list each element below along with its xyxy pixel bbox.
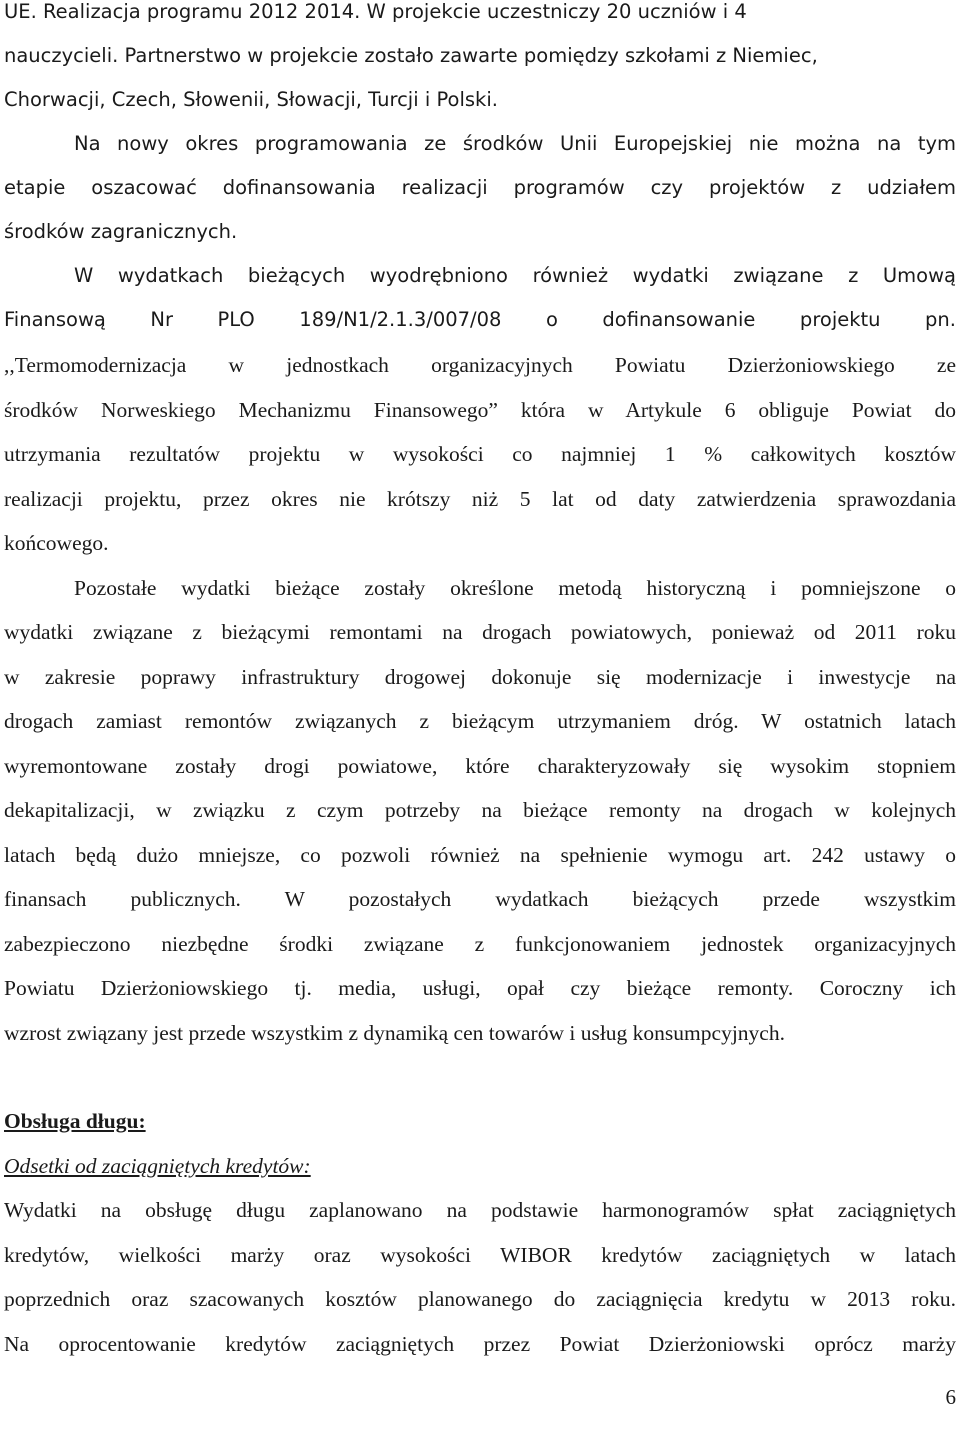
- paragraph-3-line-2: Finansową Nr PLO 189/N1/2.1.3/007/08 o dofinansowanie projektu pn.: [4, 308, 956, 331]
- paragraph-4-line-1: ,,Termomodernizacja w jednostkach organizacyjnych Powiatu Dzierżoniowskiego ze: [4, 353, 956, 377]
- paragraph-5-line-6: dekapitalizacji, w związku z czym potrzeby na bieżące remonty na drogach w kolejnych: [4, 798, 956, 822]
- paragraph-2-line-2: etapie oszacować dofinansowania realizacji programów czy projektów z udziałem: [4, 176, 956, 199]
- paragraph-2-line-3: środków zagranicznych.: [4, 220, 238, 243]
- paragraph-5-line-7: latach będą dużo mniejsze, co pozwoli również na spełnienie wymogu art. 242 ustawy o: [4, 843, 956, 867]
- paragraph-5-line-5: wyremontowane zostały drogi powiatowe, które charakteryzowały się wysokim stopniem: [4, 754, 956, 778]
- debt-paragraph-line-4: Na oprocentowanie kredytów zaciągniętych przez Powiat Dzierżoniowski oprócz marży: [4, 1332, 956, 1356]
- paragraph-5-line-3: w zakresie poprawy infrastruktury drogowej dokonuje się modernizacje i inwestycje na: [4, 665, 956, 689]
- paragraph-4-line-4: realizacji projektu, przez okres nie krótszy niż 5 lat od daty zatwierdzenia sprawozdania: [4, 487, 956, 511]
- subsection-heading: Odsetki od zaciągniętych kredytów:: [4, 1154, 311, 1178]
- paragraph-1-line-3: Chorwacji, Czech, Słowenii, Słowacji, Turcji i Polski.: [4, 88, 498, 111]
- page-number: 6: [945, 1385, 956, 1409]
- paragraph-5-line-11: wzrost związany jest przede wszystkim z dynamiką cen towarów i usług konsumpcyjnych.: [4, 1021, 785, 1045]
- paragraph-5-line-4: drogach zamiast remontów związanych z bieżącym utrzymaniem dróg. W ostatnich latach: [4, 709, 956, 733]
- paragraph-5-line-8: finansach publicznych. W pozostałych wydatkach bieżących przede wszystkim: [4, 887, 956, 911]
- paragraph-5-line-9: zabezpieczono niezbędne środki związane z funkcjonowaniem jednostek organizacyjnych: [4, 932, 956, 956]
- paragraph-1-line-1: UE. Realizacja programu 2012 2014. W projekcie uczestniczy 20 uczniów i 4: [4, 0, 747, 23]
- paragraph-2-line-1: Na nowy okres programowania ze środków Unii Europejskiej nie można na tym: [74, 132, 956, 155]
- debt-paragraph-line-3: poprzednich oraz szacowanych kosztów planowanego do zaciągnięcia kredytu w 2013 roku.: [4, 1287, 956, 1311]
- paragraph-4-line-3: utrzymania rezultatów projektu w wysokości co najmniej 1 % całkowitych kosztów: [4, 442, 956, 466]
- section-heading: Obsługa długu:: [4, 1109, 146, 1133]
- paragraph-1-line-2: nauczycieli. Partnerstwo w projekcie zostało zawarte pomiędzy szkołami z Niemiec,: [4, 44, 818, 67]
- paragraph-4-line-2: środków Norweskiego Mechanizmu Finansowego” która w Artykule 6 obliguje Powiat do: [4, 398, 956, 422]
- paragraph-5-line-10: Powiatu Dzierżoniowskiego tj. media, usługi, opał czy bieżące remonty. Coroczny ich: [4, 976, 956, 1000]
- debt-paragraph-line-1: Wydatki na obsługę długu zaplanowano na podstawie harmonogramów spłat zaciągniętych: [4, 1198, 956, 1222]
- debt-paragraph-line-2: kredytów, wielkości marży oraz wysokości WIBOR kredytów zaciągniętych w latach: [4, 1243, 956, 1267]
- paragraph-3-line-1: W wydatkach bieżących wyodrębniono również wydatki związane z Umową: [74, 264, 956, 287]
- paragraph-4-line-5: końcowego.: [4, 531, 109, 555]
- paragraph-5-line-1: Pozostałe wydatki bieżące zostały określone metodą historyczną i pomniejszone o: [74, 576, 956, 600]
- paragraph-5-line-2: wydatki związane z bieżącymi remontami na drogach powiatowych, ponieważ od 2011 roku: [4, 620, 956, 644]
